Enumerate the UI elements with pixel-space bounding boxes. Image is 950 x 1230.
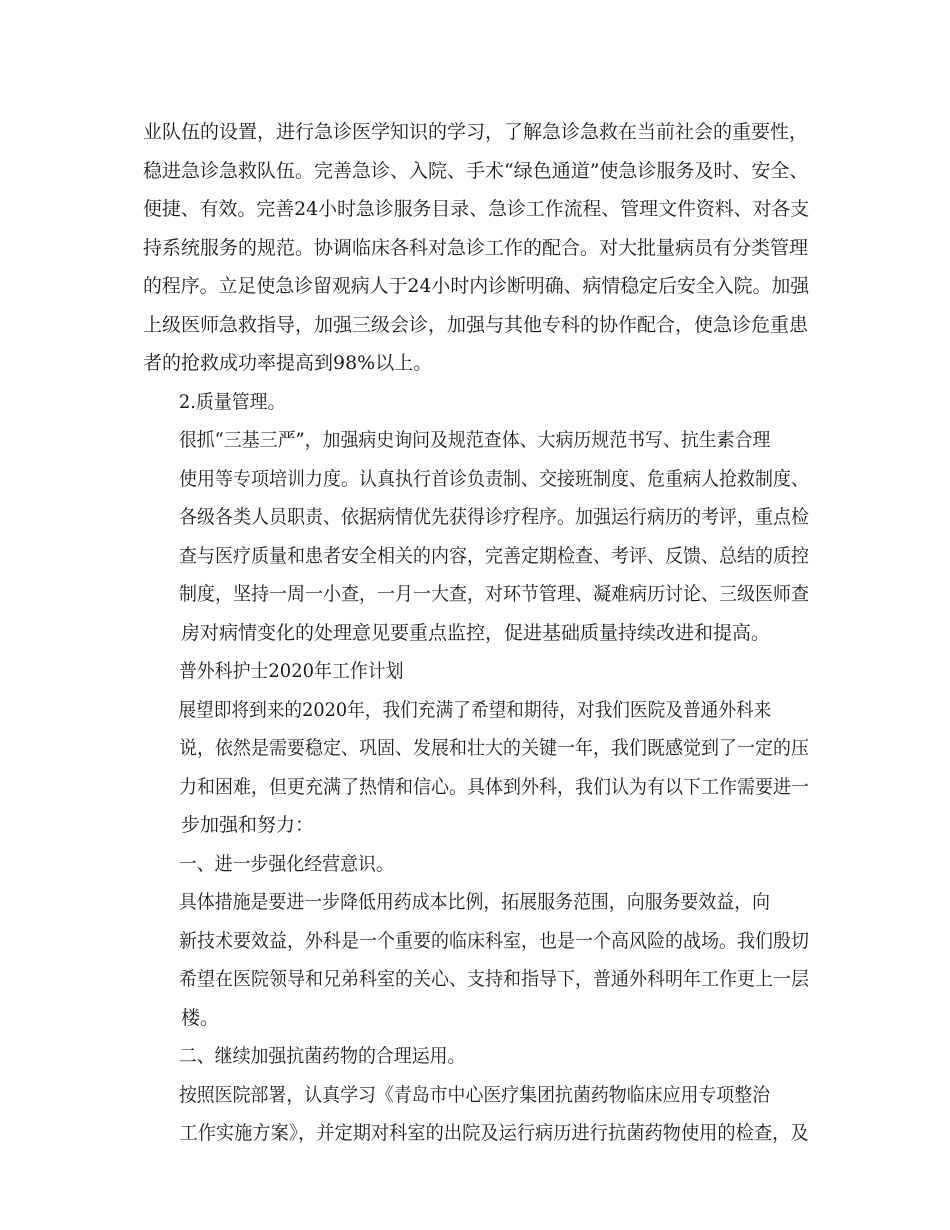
paragraph-section-one-heading xyxy=(143,845,809,884)
paragraph-plan-intro xyxy=(143,691,809,845)
text-line: 的程序。立足使急诊留观病人于24小时内诊断明确、病情稳定后安全入院。加强 xyxy=(143,275,810,297)
text-line: 房对病情变化的处理意见要重点监控，促进基础质量持续改进和提高。 xyxy=(181,621,771,644)
text-line: 希望在医院领导和兄弟科室的关心、支持和指导下，普通外科明年工作更上一层 xyxy=(179,968,810,990)
text-line: 工作实施方案》，并定期对科室的出院及运行病历进行抗菌药物使用的检查，及 xyxy=(179,1122,809,1144)
paragraph-section-one-body xyxy=(143,883,809,1037)
document-body xyxy=(143,113,809,1153)
paragraph-plan-title xyxy=(143,652,809,691)
text-line: 各级各类人员职责、依据病情优先获得诊疗程序。加强运行病历的考评，重点检 xyxy=(179,506,810,528)
paragraph-section-two-heading xyxy=(143,1037,809,1076)
paragraph-quality-body xyxy=(143,421,809,652)
text-line: 二、继续加强抗菌药物的合理运用。 xyxy=(178,1045,466,1067)
text-line: 普外科护士2020年工作计划 xyxy=(178,660,404,682)
text-line: 展望即将到来的2020年，我们充满了希望和期待，对我们医院及普通外科来 xyxy=(178,698,772,721)
text-line: 制度，坚持一周一小查，一月一大查，对环节管理、凝难病历讨论、三级医师查 xyxy=(179,583,810,605)
text-line: 稳进急诊急救队伍。完善急诊、入院、手术“绿色通道”使急诊服务及时、安全、 xyxy=(143,159,809,182)
text-line: 2.质量管理。 xyxy=(178,390,286,413)
text-line: 按照医院部署，认真学习《青岛市中心医疗集团抗菌药物临床应用专项整治 xyxy=(178,1083,771,1106)
text-line: 一、进一步强化经营意识。 xyxy=(178,852,394,875)
text-line: 力和困难，但更充满了热情和信心。具体到外科，我们认为有以下工作需要进一 xyxy=(179,775,810,798)
text-line: 持系统服务的规范。协调临床各科对急诊工作的配合。对大批量病员有分类管理 xyxy=(143,236,809,259)
text-line: 很抓“三基三严”，加强病史询问及规范查体、大病历规范书写、抗生素合理 xyxy=(178,429,771,451)
paragraph-quality-heading xyxy=(143,383,809,422)
text-line: 查与医疗质量和患者安全相关的内容，完善定期检查、考评、反馈、总结的质控 xyxy=(179,544,810,567)
text-line: 上级医师急救指导，加强三级会诊，加强与其他专科的协作配合，使急诊危重患 xyxy=(143,313,809,336)
text-line: 说，依然是需要稳定、巩固、发展和壮大的关键一年，我们既感觉到了一定的压 xyxy=(179,737,810,759)
text-line: 具体措施是要进一步降低用药成本比例，拓展服务范围，向服务要效益，向 xyxy=(178,891,771,913)
text-line: 业队伍的设置，进行急诊医学知识的学习，了解急诊急救在当前社会的重要性， xyxy=(143,121,809,143)
text-line: 便捷、有效。完善24小时急诊服务目录、急诊工作流程、管理文件资料、对各支 xyxy=(143,198,810,220)
text-line: 使用等专项培训力度。认真执行首诊负责制、交接班制度、危重病人抢救制度、 xyxy=(179,467,810,490)
text-line: 楼。 xyxy=(181,1006,220,1029)
paragraph-emergency-team xyxy=(143,113,809,383)
text-line: 者的抢救成功率提高到98%以上。 xyxy=(143,352,433,374)
text-line: 步加强和努力： xyxy=(181,814,315,836)
text-line: 新技术要效益，外科是一个重要的临床科室，也是一个高风险的战场。我们殷切 xyxy=(179,929,810,952)
paragraph-section-two-body xyxy=(143,1076,809,1153)
